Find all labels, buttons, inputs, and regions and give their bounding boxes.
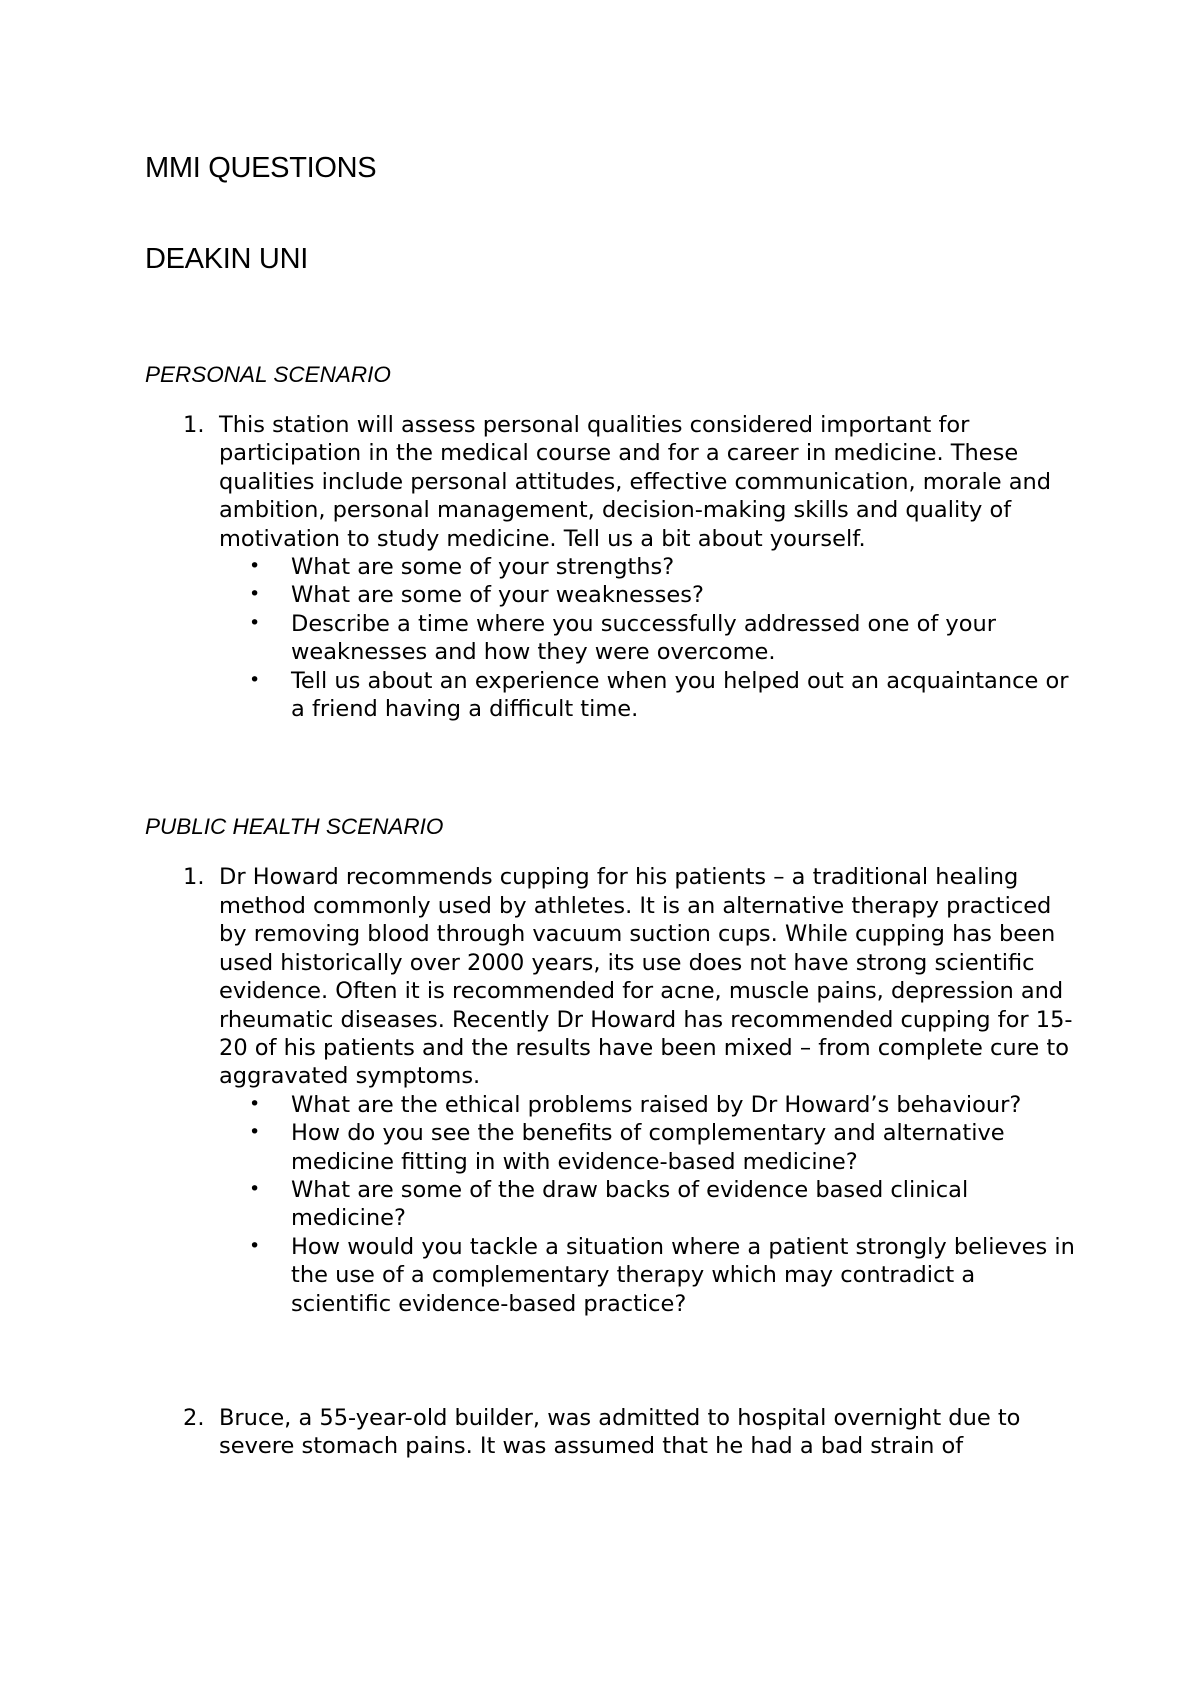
sub-question-text: How would you tackle a situation where a patient strongly believes in the use of a complementary therapy which may contradict a scientific evidence-based practice?	[291, 1233, 1075, 1317]
bullet-icon: •	[249, 611, 261, 634]
document-subtitle: DEAKIN UNI	[145, 243, 308, 275]
document-title: MMI QUESTIONS	[145, 152, 377, 184]
sub-question-text: What are some of your strengths?	[291, 554, 675, 581]
question-item	[145, 411, 1075, 723]
bullet-icon: •	[249, 1234, 261, 1257]
sub-question-item	[219, 610, 1075, 667]
question-text: Dr Howard recommends cupping for his patients – a traditional healing method commonly used by athletes. It is an alternative therapy practiced by removing blood through vacuum suction cups. While cupping has been used historically over 2000 years, its use does not have strong scientific evidence. Often it is recommended for acne, muscle pains, depression and rheumatic diseases. Recently Dr Howard has recommended cupping for 15-20 of his patients and the results have been mixed – from complete cure to aggravated symptoms.	[219, 864, 1073, 1090]
sub-question-text: What are some of the draw backs of evidence based clinical medicine?	[291, 1176, 969, 1232]
question-list	[145, 863, 1075, 1460]
question-item	[145, 863, 1075, 1318]
bullet-icon: •	[249, 1121, 261, 1144]
bullet-icon: •	[249, 668, 261, 691]
sub-question-item	[219, 667, 1075, 724]
question-number: 1.	[183, 412, 205, 438]
sub-question-item	[219, 581, 1075, 609]
sub-question-list	[219, 553, 1075, 723]
section-title: PERSONAL SCENARIO	[145, 362, 391, 387]
bullet-icon: •	[249, 555, 261, 578]
sub-question-text: How do you see the benefits of complementary and alternative medicine fitting in with evidence-based medicine?	[291, 1120, 1005, 1175]
sub-question-text: What are the ethical problems raised by Dr Howard’s behaviour?	[291, 1091, 1022, 1118]
section-personal-scenario	[145, 361, 1075, 723]
question-list	[145, 411, 1075, 723]
sub-question-item	[219, 553, 1075, 581]
section-public-health-scenario	[145, 813, 1075, 1460]
bullet-icon: •	[249, 1177, 261, 1200]
sub-question-list	[219, 1091, 1075, 1318]
question-item	[145, 1404, 1075, 1461]
question-text: This station will assess personal qualities considered important for participation in the medical course and for a career in medicine. These qualities include personal attitudes, effective communication, morale and ambition, personal management, decision-making skills and quality of motivation to study medicine. Tell us a bit about yourself.	[219, 412, 1052, 552]
sub-question-item	[219, 1176, 1075, 1233]
sub-question-text: What are some of your weaknesses?	[291, 582, 704, 609]
bullet-icon: •	[249, 1092, 261, 1115]
question-number: 1.	[183, 864, 205, 891]
sub-question-text: Tell us about an experience when you helped out an acquaintance or a friend having a difficult time.	[291, 667, 1069, 723]
question-number: 2.	[183, 1404, 205, 1431]
sub-question-item	[219, 1233, 1075, 1318]
sub-question-text: Describe a time where you successfully addressed one of your weaknesses and how they were overcome.	[291, 610, 997, 666]
bullet-icon: •	[249, 583, 261, 606]
question-text: Bruce, a 55-year-old builder, was admitted to hospital overnight due to severe stomach pains. It was assumed that he had a bad strain of	[219, 1404, 1021, 1460]
document-body	[145, 150, 1075, 1461]
section-title: PUBLIC HEALTH SCENARIO	[145, 814, 444, 840]
sub-question-item	[219, 1091, 1075, 1119]
sub-question-item	[219, 1119, 1075, 1176]
